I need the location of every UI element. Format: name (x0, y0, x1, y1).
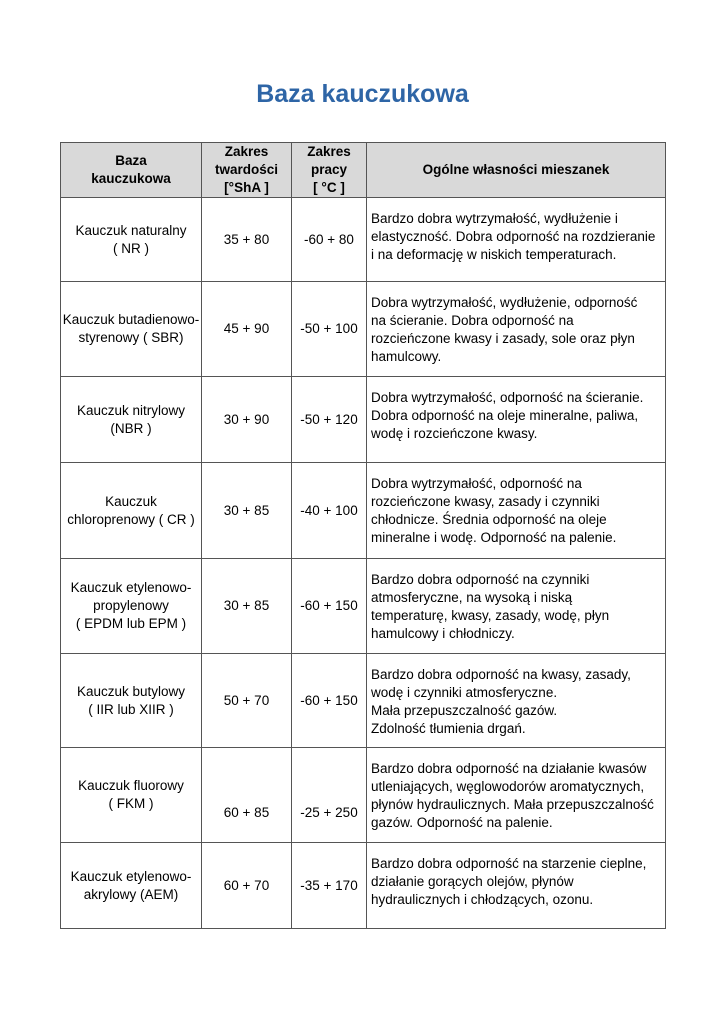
properties-cell (367, 463, 666, 559)
header-properties: Ogólne własności mieszanek (367, 143, 666, 198)
temperature-range-cell: -40 + 100 (292, 463, 367, 559)
header-base-line: kauczukowa (91, 171, 171, 186)
rubber-name-line: Kauczuk butadienowo- (62, 312, 200, 327)
hardness-range-cell: 30 + 90 (202, 377, 292, 463)
rubber-name-line: ( IIR lub XIIR ) (88, 701, 174, 717)
properties-line: atmosferyczne, na wysoką i niską (371, 590, 573, 605)
temperature-range-cell: -25 + 250 (292, 748, 367, 843)
header-temperature (292, 143, 367, 198)
header-base-line: Baza (115, 153, 147, 168)
properties-line: utleniających, węglowodorów aromatycznych, (371, 779, 645, 794)
properties-line: działanie gorących olejów, płynów (371, 874, 574, 889)
properties-line: mineralne i wodę. Odporność na palenie. (371, 530, 617, 545)
rubber-name-cell (61, 377, 202, 463)
properties-line: Mała przepuszczalność gazów. (371, 703, 558, 718)
rubber-name-line: akrylowy (AEM) (83, 886, 179, 902)
properties-line: wodę i czynniki atmosferyczne. (371, 685, 558, 700)
rubber-name-line: Kauczuk butylowy (76, 683, 186, 699)
properties-line: gazów. Odporność na palenie. (371, 815, 553, 830)
temperature-range-cell: -50 + 100 (292, 282, 367, 377)
properties-line: i na deformację w niskich temperaturach. (371, 247, 617, 262)
rubber-name-line: (NBR ) (110, 420, 152, 436)
properties-line: Bardzo dobra odporność na czynniki (371, 572, 590, 587)
temperature-range-cell: -35 + 170 (292, 843, 367, 929)
header-hardness-line: Zakres (224, 144, 269, 159)
properties-line: Dobra wytrzymałość, odporność na ścieranie. (371, 390, 644, 405)
rubber-name-line: Kauczuk etylenowo- (70, 868, 192, 884)
temperature-range-cell: -60 + 150 (292, 559, 367, 654)
rubber-name-line: propylenowy (93, 598, 169, 613)
hardness-range-cell: 30 + 85 (202, 559, 292, 654)
rubber-name-cell (61, 198, 202, 282)
properties-cell (367, 748, 666, 843)
properties-cell (367, 843, 666, 929)
properties-line: hamulcowy. (371, 349, 442, 364)
properties-line: elastyczność. Dobra odporność na rozdzieranie (371, 229, 656, 244)
rubber-name-cell (61, 463, 202, 559)
table-row (61, 559, 666, 654)
properties-line: płynów hydraulicznych. Mała przepuszczalność (371, 797, 654, 812)
table-row (61, 377, 666, 463)
table-header-row (61, 143, 666, 198)
rubber-name-line: ( FKM ) (108, 796, 154, 811)
properties-line: Dobra wytrzymałość, odporność na (371, 476, 582, 491)
temperature-range-cell: -60 + 80 (292, 198, 367, 282)
temperature-range-cell: -60 + 150 (292, 654, 367, 748)
table-row (61, 198, 666, 282)
rubber-name-line: Kauczuk fluorowy (78, 778, 184, 793)
hardness-range-cell: 45 + 90 (202, 282, 292, 377)
properties-line: wodę i rozcieńczone kwasy. (371, 426, 538, 441)
rubber-name-line: styrenowy ( SBR) (78, 330, 184, 345)
rubber-name-line: ( NR ) (113, 240, 149, 256)
header-hardness (202, 143, 292, 198)
properties-line: na ścieranie. Dobra odporność na (371, 313, 574, 328)
rubber-name-cell (61, 748, 202, 843)
hardness-range-cell: 60 + 70 (202, 843, 292, 929)
table-row (61, 282, 666, 377)
rubber-name-line: Kauczuk (105, 493, 157, 509)
properties-line: Dobra odporność na oleje mineralne, paliwa, (371, 408, 639, 423)
header-temperature-line: [ °C ] (313, 180, 345, 195)
header-hardness-line: twardości (214, 162, 279, 177)
rubber-name-cell (61, 559, 202, 654)
properties-line: Bardzo dobra wytrzymałość, wydłużenie i (371, 211, 618, 226)
properties-cell (367, 282, 666, 377)
header-temperature-line: pracy (310, 162, 348, 177)
properties-cell (367, 198, 666, 282)
table-row (61, 463, 666, 559)
properties-line: Bardzo dobra odporność na starzenie cieplne, (371, 856, 647, 871)
properties-line: hydraulicznych i chłodzących, ozonu. (371, 892, 594, 907)
rubber-name-cell (61, 282, 202, 377)
properties-cell (367, 559, 666, 654)
table-row (61, 748, 666, 843)
header-temperature-line: Zakres (307, 144, 351, 159)
table-row (61, 654, 666, 748)
header-base (61, 143, 202, 198)
rubber-name-line: Kauczuk etylenowo- (70, 580, 192, 595)
hardness-range-cell: 30 + 85 (202, 463, 292, 559)
hardness-range-cell: 50 + 70 (202, 654, 292, 748)
hardness-range-cell: 60 + 85 (202, 748, 292, 843)
temperature-range-cell: -50 + 120 (292, 377, 367, 463)
rubber-name-line: Kauczuk nitrylowy (76, 402, 186, 418)
properties-line: rozcieńczone kwasy, zasady i czynniki (371, 494, 600, 509)
header-hardness-line: [°ShA ] (224, 180, 269, 195)
properties-line: Bardzo dobra odporność na kwasy, zasady, (371, 667, 631, 682)
properties-line: Zdolność tłumienia drgań. (371, 721, 526, 736)
properties-line: rozcieńczone kwasy i zasady, sole oraz płyn (371, 331, 635, 346)
properties-cell (367, 654, 666, 748)
properties-line: hamulcowy i chłodniczy. (371, 626, 515, 641)
rubber-name-cell (61, 843, 202, 929)
properties-line: temperaturę, kwasy, zasady, wodę, płyn (371, 608, 610, 623)
properties-line: Dobra wytrzymałość, wydłużenie, odporność (371, 295, 638, 310)
page-title: Baza kauczukowa (256, 80, 469, 108)
rubber-name-line: ( EPDM lub EPM ) (75, 616, 187, 631)
table-row (61, 843, 666, 929)
rubber-name-line: chloroprenowy ( CR ) (67, 511, 195, 527)
rubber-name-cell (61, 654, 202, 748)
properties-line: Bardzo dobra odporność na działanie kwasów (371, 761, 647, 776)
rubber-name-line: Kauczuk naturalny (75, 222, 187, 238)
hardness-range-cell: 35 + 80 (202, 198, 292, 282)
properties-line: chłodnicze. Średnia odporność na oleje (371, 512, 607, 527)
rubber-properties-table (60, 142, 666, 929)
properties-cell (367, 377, 666, 463)
